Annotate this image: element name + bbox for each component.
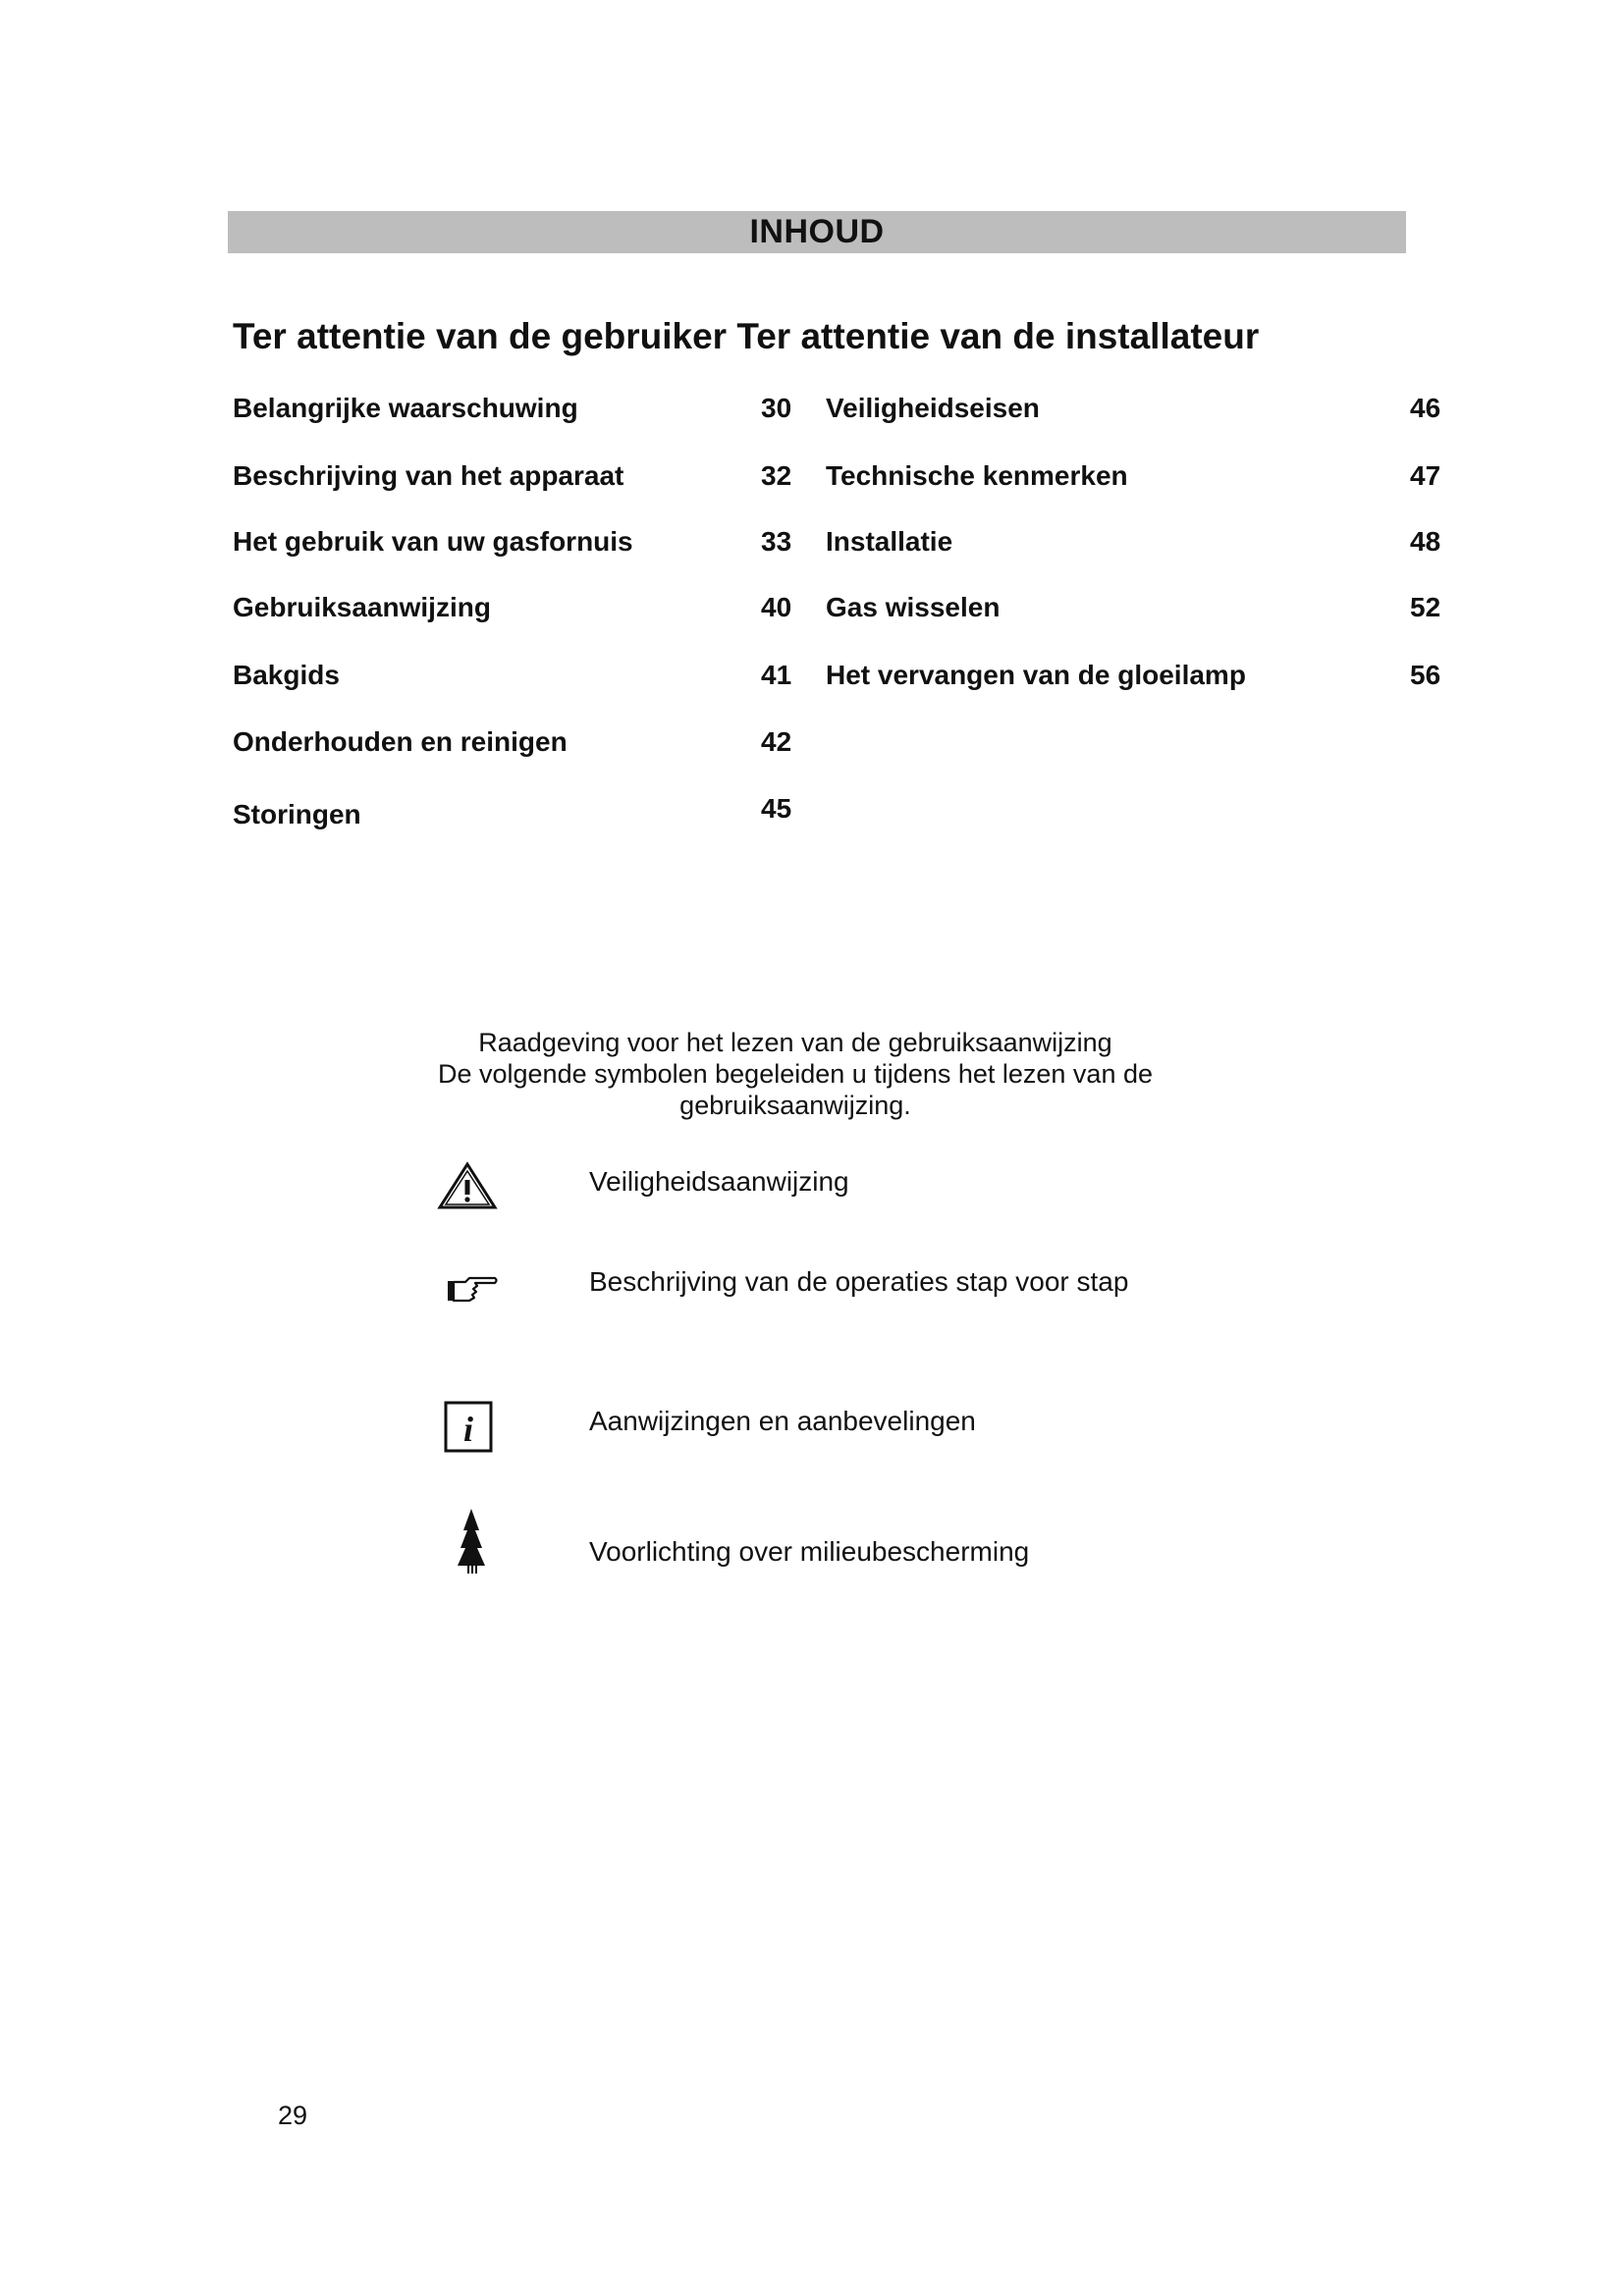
symbol-row — [432, 1398, 1316, 1457]
toc-item-page: 48 — [1410, 526, 1441, 557]
symbol-row — [432, 1158, 1316, 1217]
toc-item-label: Beschrijving van het apparaat — [233, 460, 624, 491]
tree-icon — [432, 1507, 503, 1575]
pointing-hand-icon — [432, 1258, 503, 1317]
heading-user: Ter attentie van de gebruiker — [233, 316, 728, 356]
toc-item-label: Bakgids — [233, 660, 340, 690]
toc-item-page: 33 — [761, 526, 792, 557]
symbol-label: Veiligheidsaanwijzing — [589, 1166, 849, 1197]
advice-line-2: De volgende symbolen begeleiden u tijdens het lezen van de — [437, 1059, 1153, 1089]
toc-item-label: Storingen — [233, 799, 361, 829]
heading-installer: Ter attentie van de installateur — [736, 316, 1260, 356]
page-number: 29 — [278, 2101, 308, 2130]
toc-item-label: Het vervangen van de gloeilamp — [826, 660, 1246, 690]
symbol-label: Beschrijving van de operaties stap voor stap — [589, 1266, 1129, 1297]
svg-text:i: i — [462, 1410, 474, 1449]
symbol-row — [432, 1258, 1316, 1317]
toc-item-label: Belangrijke waarschuwing — [233, 393, 578, 423]
toc-item-page: 52 — [1410, 592, 1441, 622]
toc-item-page: 46 — [1410, 393, 1441, 423]
toc-item-label: Technische kenmerken — [826, 460, 1128, 491]
title-bar — [228, 211, 1406, 253]
toc-item-label: Gas wisselen — [826, 592, 1001, 622]
warning-triangle-icon — [432, 1158, 503, 1217]
section-headings — [233, 316, 1259, 357]
symbol-row — [432, 1507, 1316, 1566]
toc-item-label: Veiligheidseisen — [826, 393, 1040, 423]
toc-item-label: Installatie — [826, 526, 953, 557]
page-title: INHOUD — [749, 213, 885, 250]
toc-item-page: 45 — [761, 793, 792, 824]
toc-item-page: 30 — [761, 393, 792, 423]
advice-line-3: gebruiksaanwijzing. — [679, 1091, 911, 1120]
toc-item-page: 47 — [1410, 460, 1441, 491]
reading-advice — [304, 1027, 1286, 1121]
toc-item-label: Onderhouden en reinigen — [233, 726, 568, 757]
toc-item-label: Het gebruik van uw gasfornuis — [233, 526, 633, 557]
toc-item-page: 42 — [761, 726, 792, 757]
symbol-label: Voorlichting over milieubescherming — [589, 1536, 1030, 1567]
toc-item-page: 56 — [1410, 660, 1441, 690]
advice-line-1: Raadgeving voor het lezen van de gebruiksaanwijzing — [478, 1028, 1112, 1057]
symbol-label: Aanwijzingen en aanbevelingen — [589, 1406, 976, 1436]
info-icon — [432, 1398, 503, 1457]
toc-item-page: 41 — [761, 660, 792, 690]
toc-item-page: 40 — [761, 592, 792, 622]
toc-item-page: 32 — [761, 460, 792, 491]
toc-item-label: Gebruiksaanwijzing — [233, 592, 491, 622]
